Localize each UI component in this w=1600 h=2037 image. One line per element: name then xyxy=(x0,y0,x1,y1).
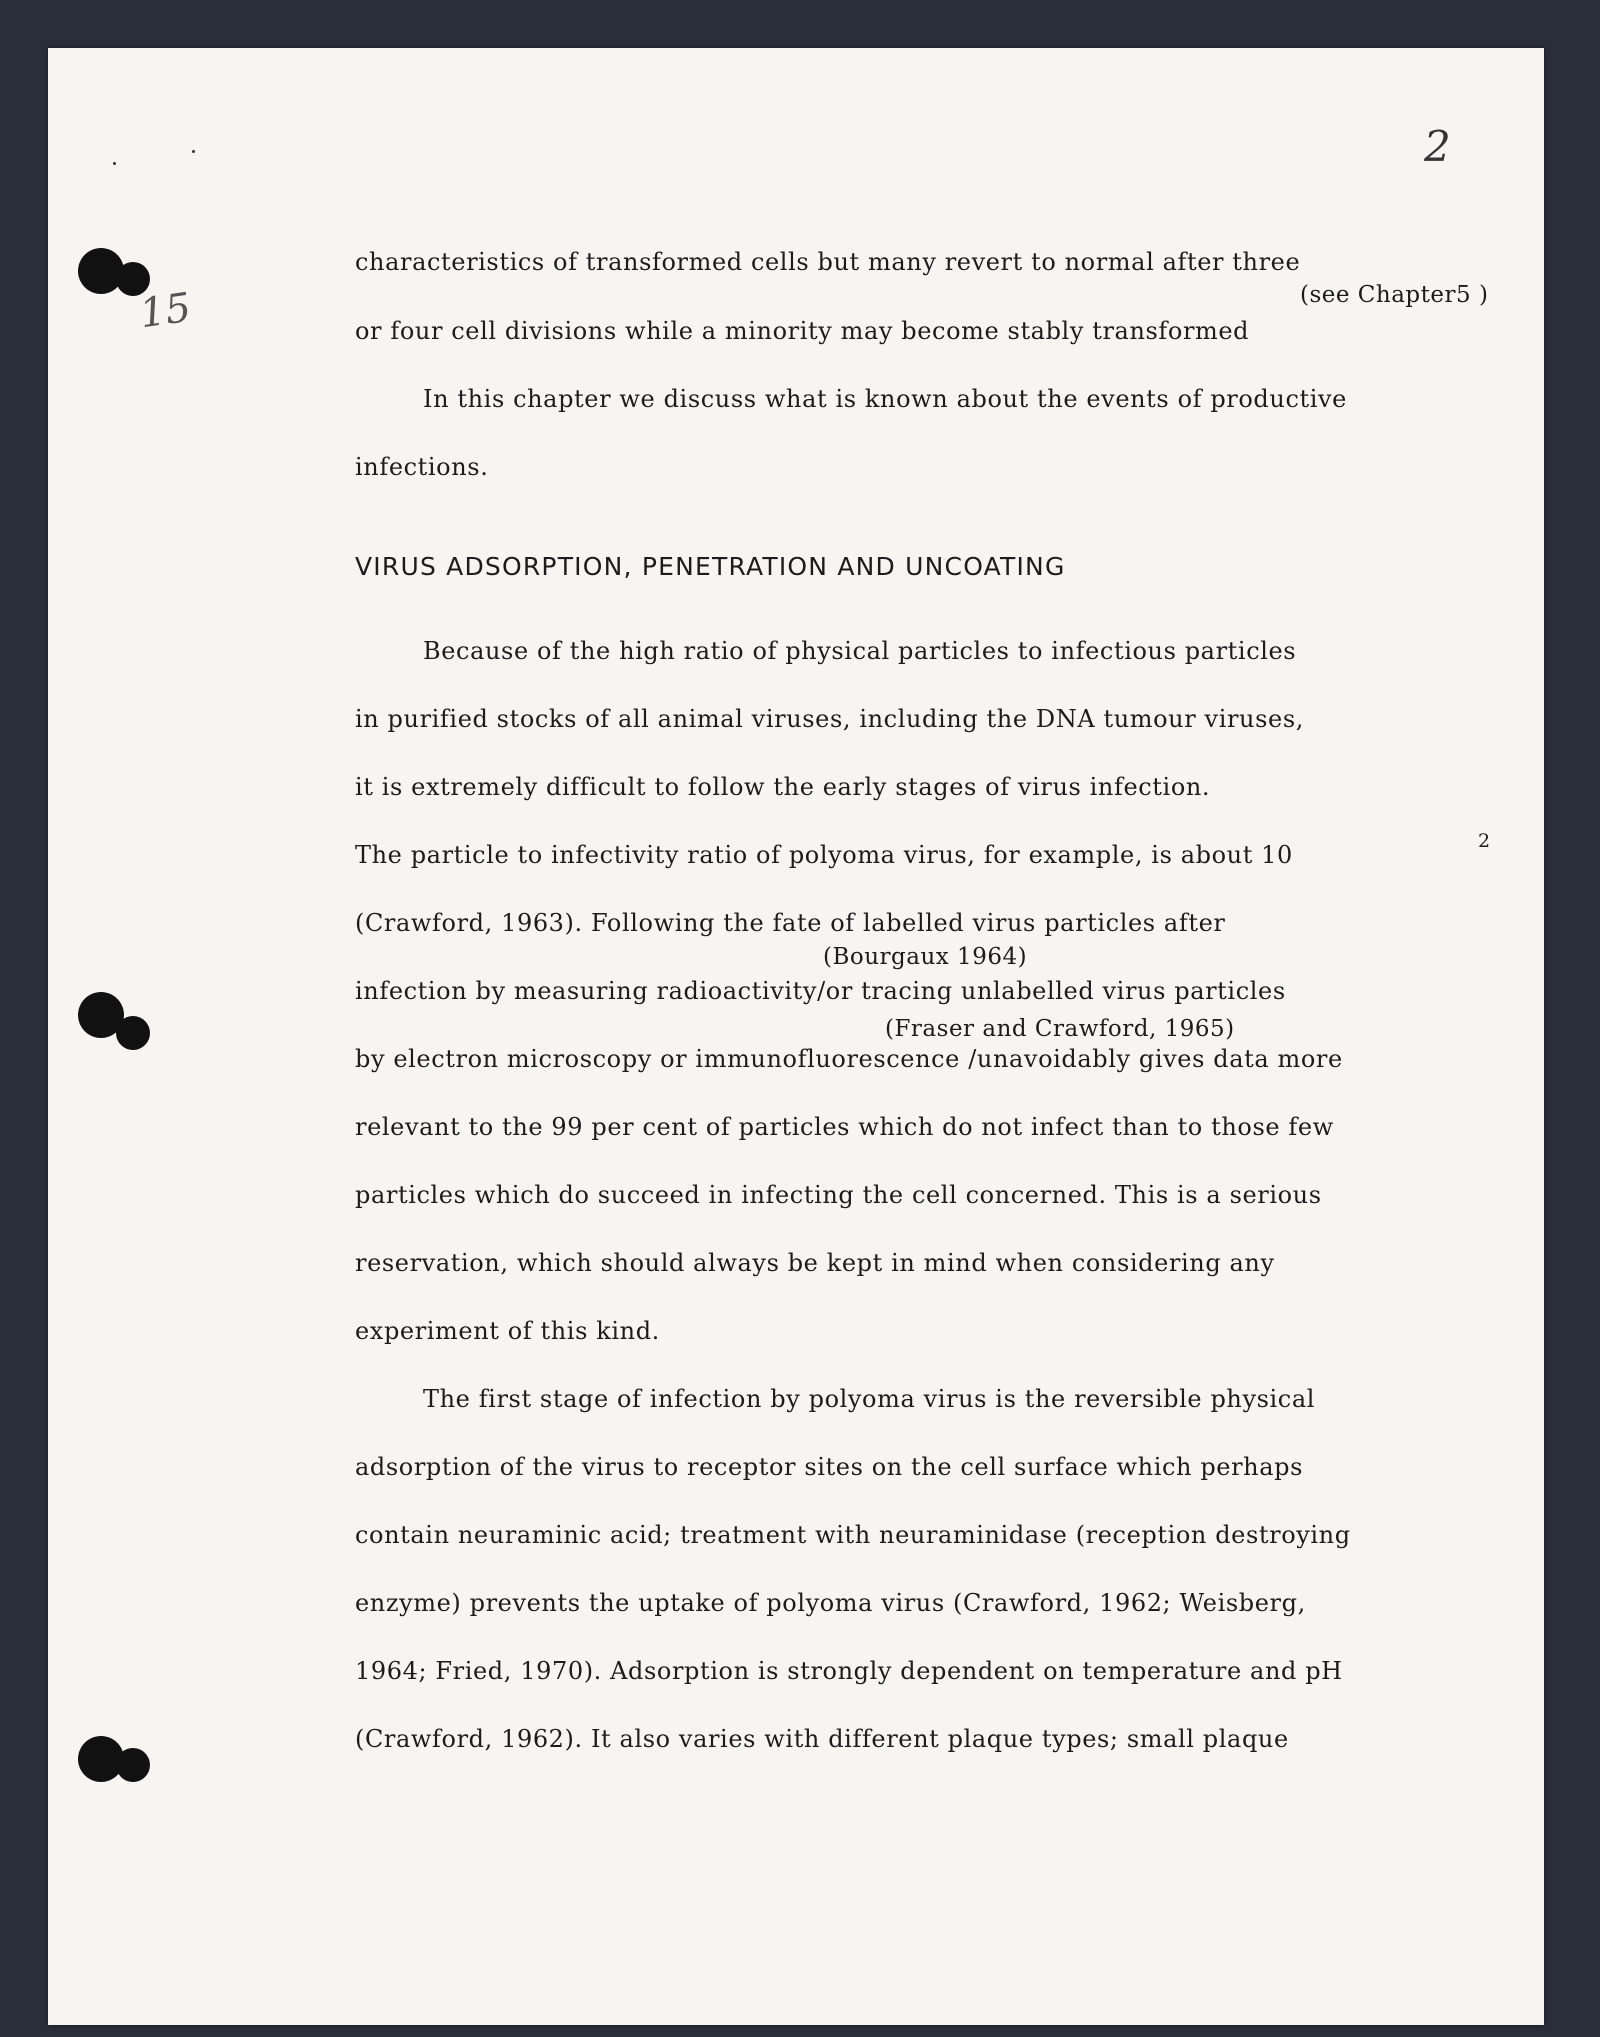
text-line: particles which do succeed in infecting the cell concerned. This is a serious xyxy=(355,1181,1322,1209)
text-line: In this chapter we discuss what is known about the events of productive xyxy=(423,385,1347,413)
text-line: or four cell divisions while a minority may become stably transformed xyxy=(355,317,1250,345)
text-line: (Crawford, 1963). Following the fate of labelled virus particles after xyxy=(355,909,1226,937)
superscript-exponent: 2 xyxy=(1478,830,1491,852)
text-line: in purified stocks of all animal viruses, including the DNA tumour viruses, xyxy=(355,705,1304,733)
punch-hole-middle-overlap xyxy=(116,1016,150,1050)
text-line: infection by measuring radioactivity/or tracing unlabelled virus particles xyxy=(355,977,1286,1005)
paper-speck xyxy=(192,150,195,153)
text-line: infections. xyxy=(355,453,489,481)
text-line: by electron microscopy or immunofluorescence /unavoidably gives data more xyxy=(355,1045,1343,1073)
text-line: characteristics of transformed cells but many revert to normal after three xyxy=(355,248,1301,276)
text-line: (Crawford, 1962). It also varies with different plaque types; small plaque xyxy=(355,1725,1289,1753)
annotation-fraser: (Fraser and Crawford, 1965) xyxy=(885,1016,1235,1042)
paper-speck xyxy=(113,162,116,165)
handwritten-margin-mark: 15 xyxy=(137,284,194,338)
text-line: enzyme) prevents the uptake of polyoma virus (Crawford, 1962; Weisberg, xyxy=(355,1589,1306,1617)
text-line: The first stage of infection by polyoma virus is the reversible physical xyxy=(423,1385,1316,1413)
text-line: experiment of this kind. xyxy=(355,1317,660,1345)
handwritten-page-number: 2 xyxy=(1424,122,1451,171)
text-line: contain neuraminic acid; treatment with neuraminidase (reception destroying xyxy=(355,1521,1351,1549)
text-line: Because of the high ratio of physical particles to infectious particles xyxy=(423,637,1297,665)
annotation-bourgaux: (Bourgaux 1964) xyxy=(823,944,1028,970)
text-line: 1964; Fried, 1970). Adsorption is strongly dependent on temperature and pH xyxy=(355,1657,1343,1685)
annotation-see-chapter: (see Chapter5 ) xyxy=(1300,282,1489,308)
text-line: relevant to the 99 per cent of particles which do not infect than to those few xyxy=(355,1113,1334,1141)
text-line: it is extremely difficult to follow the early stages of virus infection. xyxy=(355,773,1211,801)
text-line: The particle to infectivity ratio of polyoma virus, for example, is about 10 xyxy=(355,841,1293,869)
punch-hole-bottom-overlap xyxy=(116,1748,150,1782)
section-heading: VIRUS ADSORPTION, PENETRATION AND UNCOATING xyxy=(355,552,1066,581)
text-line: adsorption of the virus to receptor sites on the cell surface which perhaps xyxy=(355,1453,1304,1481)
text-line: reservation, which should always be kept in mind when considering any xyxy=(355,1249,1275,1277)
